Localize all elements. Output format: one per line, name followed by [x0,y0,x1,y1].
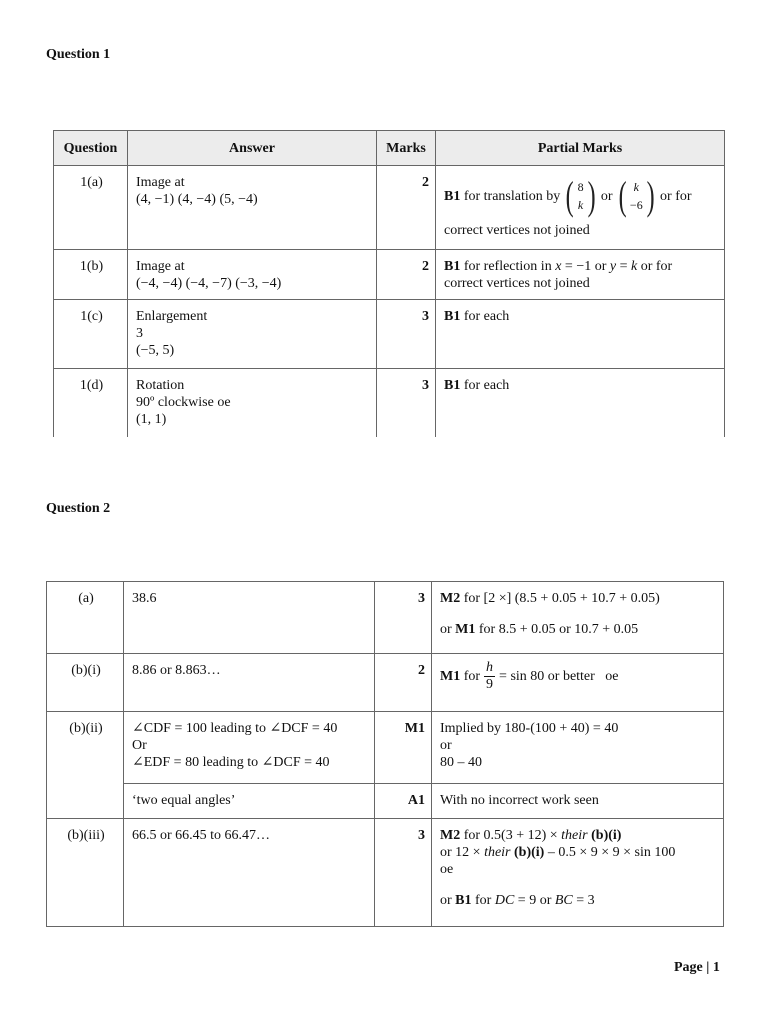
table-row [54,369,725,437]
marks-cell: 2 [377,250,436,300]
question-number: 1(b) [54,250,128,300]
answer-cell [128,369,377,437]
question-2-table [46,581,724,927]
partial-text: for [475,893,492,908]
table-row [47,654,724,712]
mark-code: B1 [444,259,461,274]
header-partial-marks: Partial Marks [436,131,725,166]
partial-text: correct vertices not joined [444,223,590,238]
answer-cell [124,712,375,784]
marks-cell: M1 [375,712,432,784]
answer-cell [128,300,377,369]
partial-text: for translation by [463,188,561,204]
answer-cell: 66.5 or 66.45 to 66.47… [124,819,375,927]
partial-text: 80 – 40 [440,755,482,770]
mark-code: B1 [455,893,472,908]
question-number: 1(d) [54,369,128,437]
partial-text: or [440,622,452,637]
mark-code: M2 [440,591,461,606]
partial-text: for each [463,309,510,324]
answer-cell [128,166,377,250]
header-question: Question [54,131,128,166]
partial-text [440,590,717,607]
marks-cell: 3 [375,819,432,927]
partial-text [440,621,717,638]
table-row [54,250,725,300]
answer-line: (−4, −4) (−4, −7) (−3, −4) [136,276,282,291]
partial-text: for 8.5 + 0.05 or 10.7 + 0.05 [478,622,639,637]
partial-marks-cell [436,300,725,369]
partial-text: or for [660,188,692,204]
table-header-row [54,131,725,166]
partial-text: = [619,259,628,274]
question-1-table [53,130,725,437]
partial-text [440,827,717,844]
table-row [54,166,725,250]
partial-text: their [561,828,588,843]
fraction [484,660,495,693]
partial-marks-cell [436,166,725,250]
question-number: (b)(ii) [47,712,124,819]
variable: x [555,259,562,274]
question-number: (b)(iii) [47,819,124,927]
partial-text [440,844,717,861]
vector-top: 8 [577,180,584,194]
partial-marks-cell [436,250,725,300]
partial-ref: (b)(i) [591,828,622,843]
partial-text: for 0.5(3 + 12) × [463,828,558,843]
partial-text: = sin 80 or better oe [499,669,619,684]
partial-ref: (b)(i) [514,845,545,860]
answer-line: ∠EDF = 80 leading to ∠DCF = 40 [132,755,330,770]
answer-line: Image at [136,259,185,274]
partial-text: correct vertices not joined [444,276,590,291]
partial-text: or for [640,259,673,274]
question-number: (b)(i) [47,654,124,712]
answer-line: (4, −1) (4, −4) (5, −4) [136,192,258,207]
partial-text: or [440,738,452,753]
mark-code: B1 [444,309,461,324]
partial-text: for [2 ×] (8.5 + 0.05 + 10.7 + 0.05) [463,591,660,606]
variable: BC [554,893,573,908]
vector-bottom: −6 [629,198,643,212]
question-2-heading: Question 2 [46,501,111,516]
page-number: Page | 1 [674,960,720,975]
partial-text: for [463,669,481,684]
partial-text: = 9 or [517,893,552,908]
table-row [47,819,724,927]
partial-text [440,892,717,909]
partial-text: oe [440,862,454,877]
mark-code: B1 [444,378,461,393]
table-row [47,712,724,784]
fraction-denominator: 9 [486,677,494,692]
column-vector: ( 8 k ) [565,173,596,218]
table-row [54,300,725,369]
question-1-heading: Question 1 [46,47,111,62]
partial-text: – 0.5 × 9 × 9 × sin 100 [547,845,676,860]
partial-text: or [440,893,452,908]
answer-cell [128,250,377,300]
answer-line: Or [132,738,147,753]
partial-text: = 3 [576,893,595,908]
table-row [47,582,724,654]
marks-cell: 2 [377,166,436,250]
table-row [47,784,724,819]
answer-cell: 8.86 or 8.863… [124,654,375,712]
marks-cell: 2 [375,654,432,712]
mark-code: M1 [455,622,476,637]
partial-text: or 12 × [440,845,481,860]
header-answer: Answer [128,131,377,166]
question-number: 1(c) [54,300,128,369]
mark-code: M2 [440,828,461,843]
mark-code: B1 [444,188,461,204]
answer-line: 3 [136,326,143,341]
answer-cell: 38.6 [124,582,375,654]
partial-text: or [600,188,613,204]
partial-text: for each [463,378,510,393]
answer-line: 90º clockwise oe [136,395,231,410]
marks-cell: 3 [375,582,432,654]
column-vector: ( k −6 ) [618,173,655,218]
partial-marks-cell [432,654,724,712]
partial-marks-cell [432,712,724,784]
question-number: (a) [47,582,124,654]
mark-code: M1 [440,669,461,684]
partial-marks-cell [432,582,724,654]
marks-cell: 3 [377,300,436,369]
answer-line: Enlargement [136,309,208,324]
partial-text: = −1 or [564,259,607,274]
variable: DC [494,893,515,908]
variable: y [609,259,617,274]
header-marks: Marks [377,131,436,166]
answer-line: Image at [136,175,185,190]
vector-bottom: k [577,198,584,212]
partial-text [444,258,718,275]
partial-marks-cell [436,369,725,437]
partial-text: for reflection in [463,259,552,274]
partial-marks-cell: With no incorrect work seen [432,784,724,819]
answer-line: (−5, 5) [136,343,175,358]
partial-text: their [484,845,511,860]
fraction-numerator: h [486,660,494,675]
variable: k [631,259,638,274]
answer-line: Rotation [136,378,185,393]
vector-top: k [633,180,639,194]
question-number: 1(a) [54,166,128,250]
answer-line: ∠CDF = 100 leading to ∠DCF = 40 [132,721,338,736]
partial-text: Implied by 180-(100 + 40) = 40 [440,721,619,736]
marks-cell: A1 [375,784,432,819]
partial-marks-cell [432,819,724,927]
answer-line: (1, 1) [136,412,167,427]
answer-cell: ‘two equal angles’ [124,784,375,819]
marks-cell: 3 [377,369,436,437]
